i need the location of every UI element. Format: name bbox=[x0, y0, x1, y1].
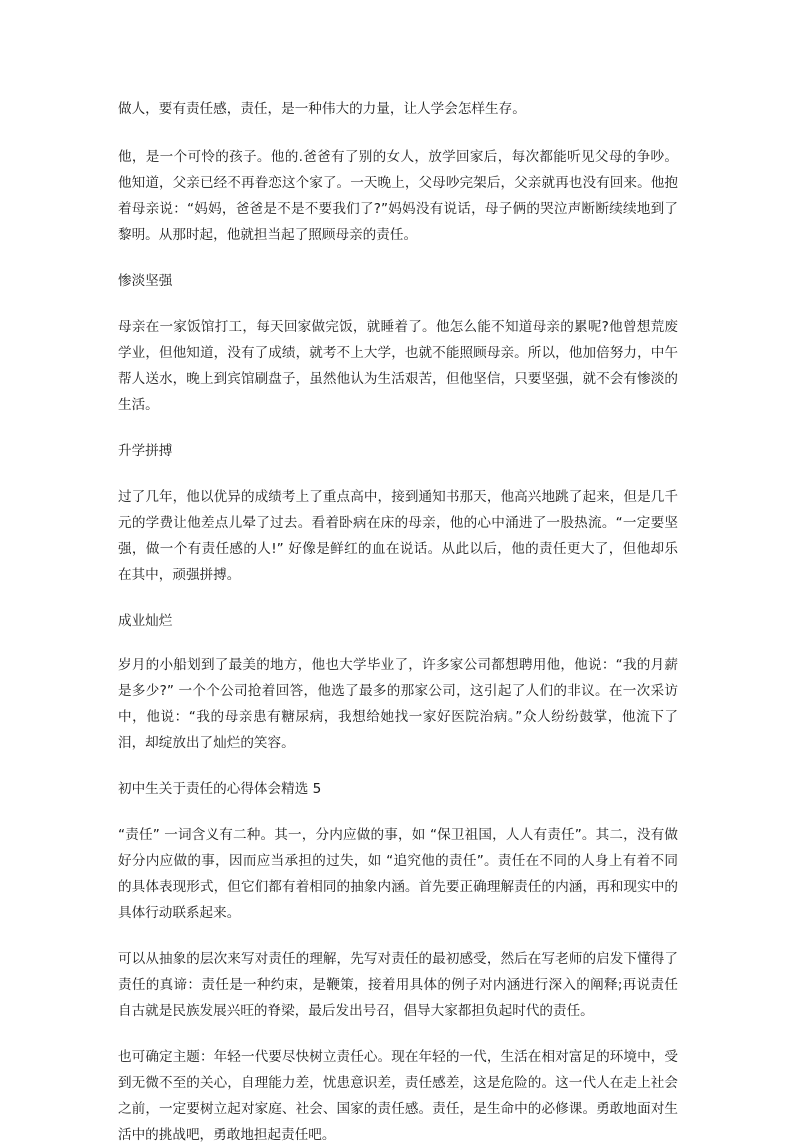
story-paragraph-2: 母亲在一家饭馆打工，每天回家做完饭，就睡着了。他怎么能不知道母亲的累呢?他曾想荒废学业，但他知道，没有了成绩，就考不上大学，也就不能照顾母亲。所以，他加倍努力，中午帮人送水，晚上到宾馆刷盘子，虽然他认为生活艰苦，但他坚信，只要坚强，就不会有惨淡的生活。 bbox=[118, 319, 678, 413]
story-paragraph-3: 过了几年，他以优异的成绩考上了重点高中，接到通知书那天，他高兴地跳了起来，但是几千元的学费让他差点儿晕了过去。看着卧病在床的母亲，他的心中涌进了一股热流。“一定要坚强，做一个有责任感的人!” 好像是鲜红的血在说话。从此以后，他的责任更大了，但他却乐在其中，顽强拼搏。 bbox=[118, 489, 678, 583]
story-paragraph-4: 岁月的小船划到了最美的地方，他也大学毕业了，许多家公司都想聘用他，他说：“我的月薪是多少?” 一个个公司抢着回答，他选了最多的那家公司，这引起了人们的非议。在一次采访中，他说：“我的母亲患有糖尿病，我想给她找一家好医院治病。”众人纷纷鼓掌，他流下了泪，却绽放出了灿烂的笑容。 bbox=[118, 657, 678, 751]
section-heading-1: 惨淡坚强 bbox=[118, 273, 173, 289]
section-heading-3: 成业灿烂 bbox=[118, 613, 173, 629]
section-heading-2: 升学拼搏 bbox=[118, 443, 173, 459]
essay-paragraph-3: 也可确定主题：年轻一代要尽快树立责任心。现在年轻的一代，生活在相对富足的环境中，受到无微不至的关心，自理能力差，忧患意识差，责任感差，这是危险的。这一代人在走上社会之前，一定要树立起对家庭、社会、国家的责任感。责任，是生命中的必修课。勇敢地面对生活中的挑战吧，勇敢地担起责任吧。 bbox=[118, 1049, 678, 1143]
essay-paragraph-1: “责任” 一词含义有二种。其一，分内应做的事，如 “保卫祖国，人人有责任”。其二，没有做好分内应做的事，因而应当承担的过失，如 “追究他的责任”。责任在不同的人身上有着不同的具体表现形式，但它们都有着相同的抽象内涵。首先要正确理解责任的内涵，再和现实中的具体行动联系起来。 bbox=[118, 827, 678, 921]
essay-paragraph-2: 可以从抽象的层次来写对责任的理解，先写对责任的最初感受，然后在写老师的启发下懂得了责任的真谛：责任是一种约束，是鞭策，接着用具体的例子对内涵进行深入的阐释;再说责任自古就是民族发展兴旺的脊梁，最后发出号召，倡导大家都担负起时代的责任。 bbox=[118, 951, 678, 1019]
section-heading-4: 初中生关于责任的心得体会精选 5 bbox=[118, 781, 322, 797]
story-paragraph-1: 他，是一个可怜的孩子。他的.爸爸有了别的女人，放学回家后，每次都能听见父母的争吵。他知道，父亲已经不再眷恋这个家了。一天晚上，父母吵完架后，父亲就再也没有回来。他抱着母亲说：“妈妈，爸爸是不是不要我们了?”妈妈没有说话，母子俩的哭泣声断断续续地到了黎明。从那时起，他就担当起了照顾母亲的责任。 bbox=[118, 149, 678, 243]
intro-paragraph: 做人，要有责任感，责任，是一种伟大的力量，让人学会怎样生存。 bbox=[118, 101, 526, 117]
document-page bbox=[118, 96, 678, 1148]
